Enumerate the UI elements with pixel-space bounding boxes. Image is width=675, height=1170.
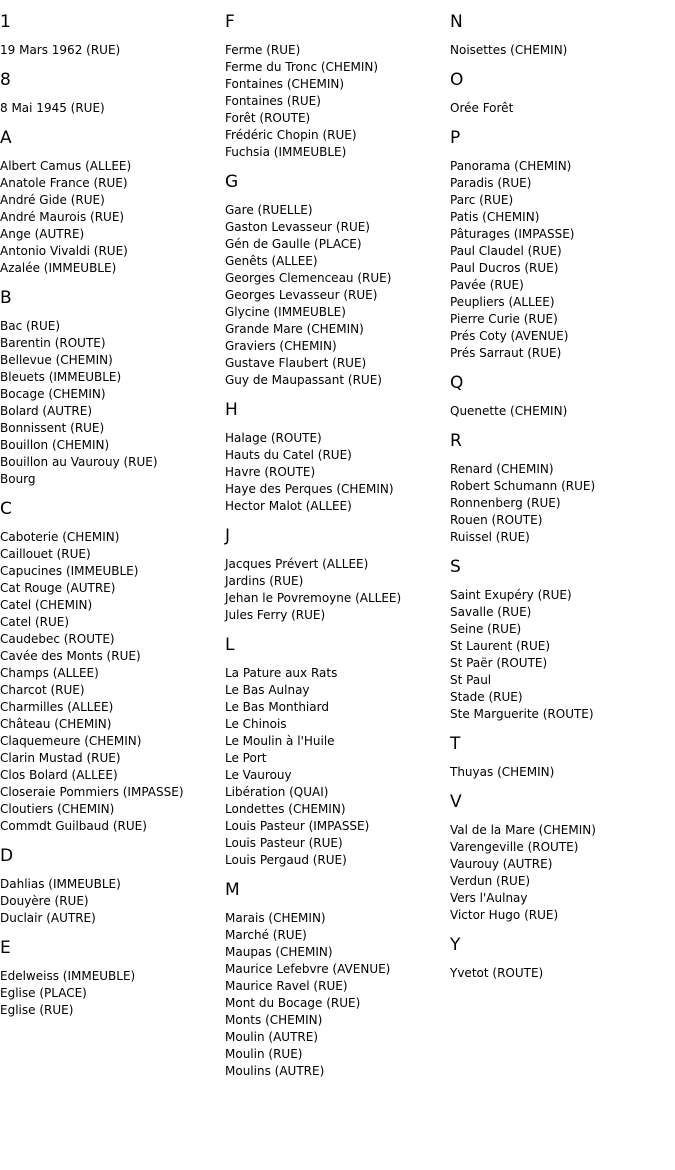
section-letter: B	[0, 288, 12, 308]
street-item: Cloutiers (CHEMIN)	[0, 802, 115, 816]
street-item: Commdt Guilbaud (RUE)	[0, 819, 147, 833]
letter-group	[450, 10, 675, 59]
street-item: Monts (CHEMIN)	[225, 1013, 323, 1027]
letter-group	[450, 68, 675, 117]
street-list	[0, 876, 225, 927]
street-item: Paul Claudel (RUE)	[450, 244, 562, 258]
letter-group	[225, 398, 450, 515]
index-column	[0, 10, 225, 1028]
street-item: Barentin (ROUTE)	[0, 336, 106, 350]
letter-group	[0, 10, 225, 59]
street-item: Vaurouy (AUTRE)	[450, 857, 553, 871]
street-item: Fontaines (CHEMIN)	[225, 77, 345, 91]
letter-group	[225, 633, 450, 869]
street-item: Patis (CHEMIN)	[450, 210, 540, 224]
street-item: Havre (ROUTE)	[225, 465, 316, 479]
street-list	[450, 822, 675, 924]
street-item: Ste Marguerite (ROUTE)	[450, 707, 594, 721]
street-list	[225, 202, 450, 389]
street-item: Mont du Bocage (RUE)	[225, 996, 361, 1010]
section-letter: 8	[0, 70, 11, 90]
street-item: Georges Levasseur (RUE)	[225, 288, 378, 302]
street-item: Bocage (CHEMIN)	[0, 387, 106, 401]
street-item: St Laurent (RUE)	[450, 639, 551, 653]
street-item: Le Bas Monthiard	[225, 700, 329, 714]
street-item: Claquemeure (CHEMIN)	[0, 734, 142, 748]
street-item: Panorama (CHEMIN)	[450, 159, 572, 173]
street-item: Bellevue (CHEMIN)	[0, 353, 113, 367]
street-item: Quenette (CHEMIN)	[450, 404, 568, 418]
street-item: Moulin (RUE)	[225, 1047, 303, 1061]
street-item: Pavée (RUE)	[450, 278, 524, 292]
street-item: Caudebec (ROUTE)	[0, 632, 115, 646]
street-item: Maurice Lefebvre (AVENUE)	[225, 962, 391, 976]
street-item: Halage (ROUTE)	[225, 431, 322, 445]
street-item: Saint Exupéry (RUE)	[450, 588, 572, 602]
street-item: Capucines (IMMEUBLE)	[0, 564, 139, 578]
street-item: Fontaines (RUE)	[225, 94, 321, 108]
street-item: Champs (ALLEE)	[0, 666, 99, 680]
street-item: Rouen (ROUTE)	[450, 513, 543, 527]
street-list	[0, 42, 225, 59]
street-item: Val de la Mare (CHEMIN)	[450, 823, 596, 837]
street-item: Orée Forêt	[450, 101, 514, 115]
street-list	[225, 665, 450, 869]
street-list	[0, 100, 225, 117]
section-letter: G	[225, 172, 239, 192]
street-list	[450, 461, 675, 546]
street-item: Prés Coty (AVENUE)	[450, 329, 569, 343]
street-item: 19 Mars 1962 (RUE)	[0, 43, 121, 57]
section-letter: Y	[450, 935, 461, 955]
street-item: Graviers (CHEMIN)	[225, 339, 337, 353]
street-item: Eglise (PLACE)	[0, 986, 87, 1000]
section-letter: H	[225, 400, 238, 420]
street-item: Le Port	[225, 751, 267, 765]
street-list	[225, 430, 450, 515]
street-item: Vers l'Aulnay	[450, 891, 528, 905]
street-item: Ange (AUTRE)	[0, 227, 85, 241]
street-list	[0, 968, 225, 1019]
section-letter: V	[450, 792, 462, 812]
letter-group	[450, 933, 675, 982]
street-item: Moulin (AUTRE)	[225, 1030, 318, 1044]
street-item: Charcot (RUE)	[0, 683, 85, 697]
section-letter: C	[0, 499, 12, 519]
street-item: Duclair (AUTRE)	[0, 911, 96, 925]
letter-group	[225, 10, 450, 161]
street-item: Paul Ducros (RUE)	[450, 261, 559, 275]
section-letter: E	[0, 938, 11, 958]
street-item: Libération (QUAI)	[225, 785, 329, 799]
street-item: Edelweiss (IMMEUBLE)	[0, 969, 136, 983]
street-item: Bolard (AUTRE)	[0, 404, 93, 418]
street-item: Robert Schumann (RUE)	[450, 479, 596, 493]
street-item: Glycine (IMMEUBLE)	[225, 305, 346, 319]
street-item: André Maurois (RUE)	[0, 210, 125, 224]
street-item: Bac (RUE)	[0, 319, 61, 333]
letter-group	[450, 429, 675, 546]
street-item: Savalle (RUE)	[450, 605, 532, 619]
street-item: Louis Pergaud (RUE)	[225, 853, 347, 867]
street-item: Le Vaurouy	[225, 768, 292, 782]
street-item: Marché (RUE)	[225, 928, 307, 942]
street-item: Haye des Perques (CHEMIN)	[225, 482, 394, 496]
street-item: La Pature aux Rats	[225, 666, 338, 680]
letter-group	[450, 371, 675, 420]
section-letter: S	[450, 557, 461, 577]
street-item: Gare (RUELLE)	[225, 203, 313, 217]
letter-group	[450, 790, 675, 924]
section-letter: O	[450, 70, 464, 90]
street-item: Fuchsia (IMMEUBLE)	[225, 145, 347, 159]
section-letter: M	[225, 880, 240, 900]
street-item: Clarin Mustad (RUE)	[0, 751, 121, 765]
street-item: Bonnissent (RUE)	[0, 421, 105, 435]
street-item: Hauts du Catel (RUE)	[225, 448, 352, 462]
street-list	[450, 42, 675, 59]
street-item: Bouillon au Vaurouy (RUE)	[0, 455, 158, 469]
section-letter: F	[225, 12, 235, 32]
street-item: Maupas (CHEMIN)	[225, 945, 333, 959]
street-item: Guy de Maupassant (RUE)	[225, 373, 382, 387]
letter-group	[0, 286, 225, 488]
street-item: Grande Mare (CHEMIN)	[225, 322, 364, 336]
street-list	[450, 158, 675, 362]
street-item: Anatole France (RUE)	[0, 176, 128, 190]
street-item: Cat Rouge (AUTRE)	[0, 581, 116, 595]
section-letter: J	[225, 526, 231, 546]
street-item: Dahlias (IMMEUBLE)	[0, 877, 121, 891]
letter-group	[0, 126, 225, 277]
street-item: Forêt (ROUTE)	[225, 111, 311, 125]
street-item: Azalée (IMMEUBLE)	[0, 261, 117, 275]
street-item: Catel (RUE)	[0, 615, 70, 629]
section-letter: L	[225, 635, 235, 655]
street-item: Peupliers (ALLEE)	[450, 295, 555, 309]
letter-group	[450, 126, 675, 362]
street-item: Le Bas Aulnay	[225, 683, 310, 697]
section-letter: Q	[450, 373, 464, 393]
street-item: St Paër (ROUTE)	[450, 656, 548, 670]
street-list	[450, 403, 675, 420]
letter-group	[450, 555, 675, 723]
street-item: Jacques Prévert (ALLEE)	[225, 557, 369, 571]
street-item: Louis Pasteur (RUE)	[225, 836, 343, 850]
street-list	[0, 158, 225, 277]
street-item: Varengeville (ROUTE)	[450, 840, 579, 854]
letter-group	[450, 732, 675, 781]
street-item: Thuyas (CHEMIN)	[450, 765, 555, 779]
street-item: Ferme du Tronc (CHEMIN)	[225, 60, 379, 74]
street-item: Jehan le Povremoyne (ALLEE)	[225, 591, 402, 605]
letter-group	[225, 878, 450, 1080]
street-item: Yvetot (ROUTE)	[450, 966, 544, 980]
section-letter: D	[0, 846, 14, 866]
section-letter: P	[450, 128, 461, 148]
street-item: 8 Mai 1945 (RUE)	[0, 101, 105, 115]
street-item: Jardins (RUE)	[225, 574, 304, 588]
street-item: Jules Ferry (RUE)	[225, 608, 326, 622]
street-item: Antonio Vivaldi (RUE)	[0, 244, 128, 258]
section-letter: N	[450, 12, 463, 32]
street-item: Victor Hugo (RUE)	[450, 908, 559, 922]
street-item: Caboterie (CHEMIN)	[0, 530, 120, 544]
street-item: Hector Malot (ALLEE)	[225, 499, 352, 513]
street-list	[0, 529, 225, 835]
section-letter: 1	[0, 12, 11, 32]
street-item: Closeraie Pommiers (IMPASSE)	[0, 785, 184, 799]
street-list	[450, 965, 675, 982]
street-item: Ronnenberg (RUE)	[450, 496, 561, 510]
street-item: Eglise (RUE)	[0, 1003, 74, 1017]
street-item: Seine (RUE)	[450, 622, 522, 636]
street-item: Clos Bolard (ALLEE)	[0, 768, 118, 782]
street-item: Verdun (RUE)	[450, 874, 531, 888]
section-letter: R	[450, 431, 462, 451]
street-item: Maurice Ravel (RUE)	[225, 979, 348, 993]
street-list	[0, 318, 225, 488]
street-list	[450, 764, 675, 781]
street-item: Bourg	[0, 472, 36, 486]
letter-group	[0, 497, 225, 835]
street-item: Gustave Flaubert (RUE)	[225, 356, 367, 370]
street-item: Moulins (AUTRE)	[225, 1064, 325, 1078]
street-list	[225, 910, 450, 1080]
street-item: Douyère (RUE)	[0, 894, 89, 908]
street-item: Gaston Levasseur (RUE)	[225, 220, 370, 234]
street-item: Stade (RUE)	[450, 690, 523, 704]
street-list	[450, 587, 675, 723]
letter-group	[225, 524, 450, 624]
street-item: Le Moulin à l'Huile	[225, 734, 335, 748]
street-item: Catel (CHEMIN)	[0, 598, 93, 612]
street-item: Prés Sarraut (RUE)	[450, 346, 562, 360]
street-item: Marais (CHEMIN)	[225, 911, 326, 925]
street-item: Renard (CHEMIN)	[450, 462, 554, 476]
street-item: Bouillon (CHEMIN)	[0, 438, 110, 452]
letter-group	[0, 68, 225, 117]
index-column	[450, 10, 675, 991]
street-item: Charmilles (ALLEE)	[0, 700, 114, 714]
street-item: Londettes (CHEMIN)	[225, 802, 346, 816]
street-item: Ruissel (RUE)	[450, 530, 530, 544]
street-list	[225, 556, 450, 624]
street-item: St Paul	[450, 673, 492, 687]
street-item: Cavée des Monts (RUE)	[0, 649, 141, 663]
street-list	[450, 100, 675, 117]
street-item: Frédéric Chopin (RUE)	[225, 128, 357, 142]
index-column	[225, 10, 450, 1089]
section-letter: A	[0, 128, 12, 148]
street-item: Château (CHEMIN)	[0, 717, 112, 731]
street-item: Louis Pasteur (IMPASSE)	[225, 819, 370, 833]
street-list	[225, 42, 450, 161]
street-item: Ferme (RUE)	[225, 43, 301, 57]
letter-group	[0, 936, 225, 1019]
letter-group	[0, 844, 225, 927]
street-item: André Gide (RUE)	[0, 193, 105, 207]
street-item: Parc (RUE)	[450, 193, 514, 207]
street-item: Pâturages (IMPASSE)	[450, 227, 575, 241]
street-item: Paradis (RUE)	[450, 176, 532, 190]
street-item: Pierre Curie (RUE)	[450, 312, 558, 326]
street-item: Gén de Gaulle (PLACE)	[225, 237, 362, 251]
street-item: Noisettes (CHEMIN)	[450, 43, 568, 57]
street-item: Albert Camus (ALLEE)	[0, 159, 132, 173]
section-letter: T	[450, 734, 461, 754]
street-item: Genêts (ALLEE)	[225, 254, 318, 268]
street-item: Le Chinois	[225, 717, 287, 731]
street-item: Bleuets (IMMEUBLE)	[0, 370, 122, 384]
letter-group	[225, 170, 450, 389]
street-item: Georges Clemenceau (RUE)	[225, 271, 392, 285]
street-item: Caillouet (RUE)	[0, 547, 91, 561]
